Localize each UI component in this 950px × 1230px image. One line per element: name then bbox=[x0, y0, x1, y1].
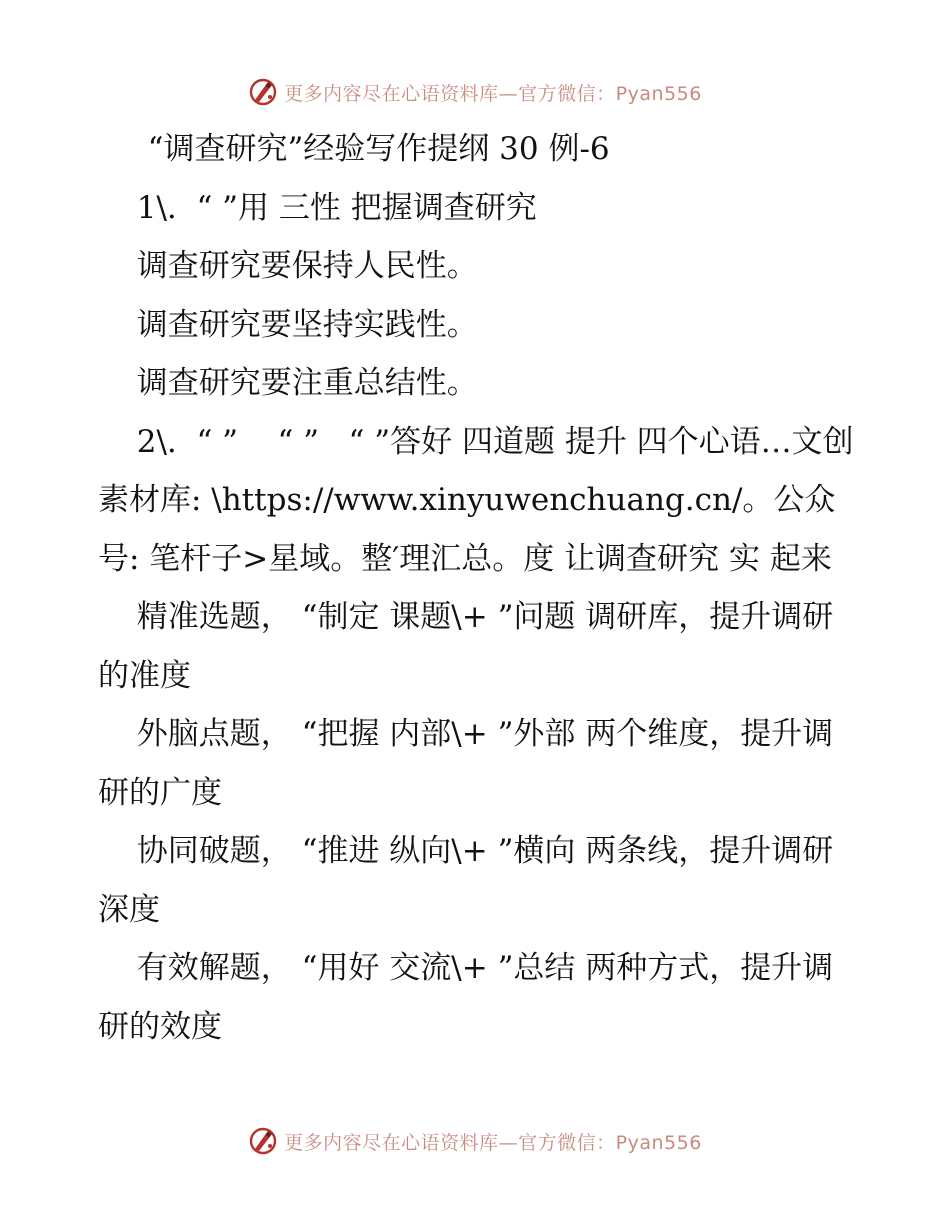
banner-text: 更多内容尽在心语资料库—官方微信：Pyan556 bbox=[284, 1131, 702, 1154]
banner-text: 更多内容尽在心语资料库—官方微信：Pyan556 bbox=[284, 82, 702, 105]
pen-logo-icon bbox=[248, 1126, 278, 1156]
footer-banner bbox=[0, 1121, 950, 1161]
paragraph: 协同破题， “推进 纵向\+ ”横向 两条线，提升调研深度 bbox=[98, 833, 834, 928]
document-title: “调查研究”经验写作提纲 30 例-6 bbox=[147, 131, 610, 167]
paragraph: 精准选题， “制定 课题\+ ”问题 调研库，提升调研的准度 bbox=[98, 599, 834, 694]
section-heading: 2\. “ ” “ ” “ ”答好 四道题 提升 四个心语…文创素材库: \https://www.xinyuwenchuang.cn/。公众号: 笔杆子>星域。整′理汇总。度 让调查研究 实 起来 bbox=[98, 423, 854, 577]
paragraph: 调查研究要保持人民性。 bbox=[136, 248, 478, 284]
paragraph: 调查研究要坚持实践性。 bbox=[136, 306, 478, 343]
paragraph: 有效解题， “用好 交流\+ ”总结 两种方式，提升调研的效度 bbox=[98, 950, 834, 1045]
pen-logo-icon bbox=[248, 77, 278, 107]
section-heading: 1\. “ ”用 三性 把握调查研究 bbox=[136, 189, 537, 226]
paragraph: 外脑点题， “把握 内部\+ ”外部 两个维度，提升调研的广度 bbox=[98, 716, 834, 811]
paragraph: 调查研究要注重总结性。 bbox=[136, 365, 478, 401]
document-body bbox=[98, 120, 858, 1056]
header-banner bbox=[0, 72, 950, 112]
